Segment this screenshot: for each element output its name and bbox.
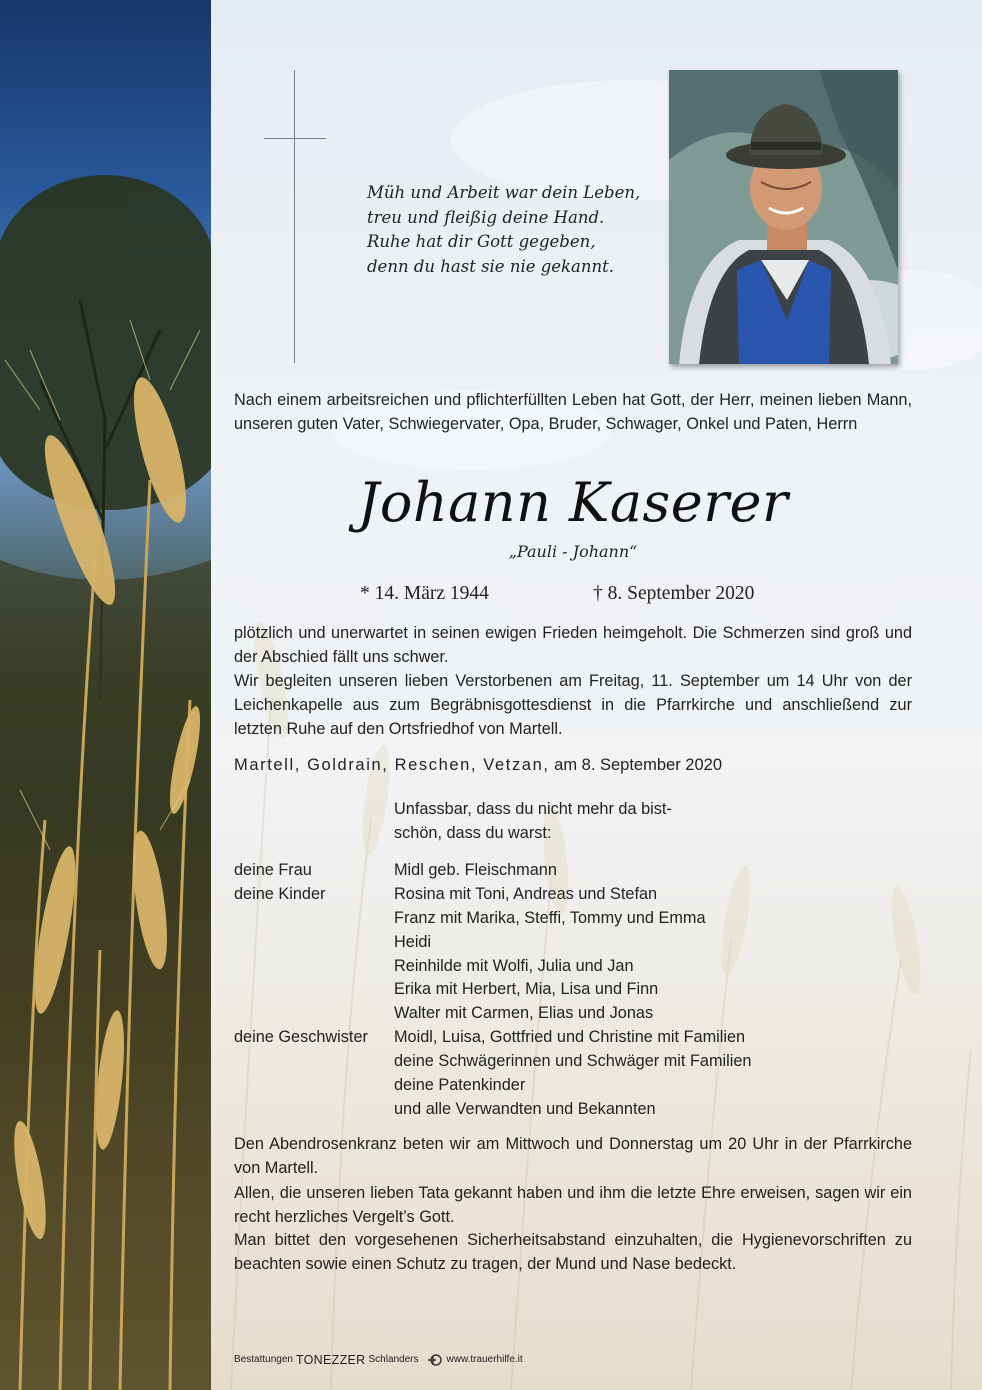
relation-label [234, 907, 394, 931]
relation-label [234, 931, 394, 955]
mourner-row [234, 1098, 912, 1122]
places: Martell, Goldrain, Reschen, Vetzan, [234, 756, 550, 774]
mourner-row [234, 907, 912, 931]
barley-field-image [0, 0, 211, 1390]
death-date: † 8. September 2020 [593, 583, 755, 604]
mourner-row [234, 931, 912, 955]
deceased-name: Johann Kaserer [357, 471, 789, 534]
mourner-names: Midl geb. Fleischmann [394, 861, 557, 879]
mourners-list [234, 859, 912, 1122]
mourner-names: Franz mit Marika, Steffi, Tommy und Emma [394, 908, 706, 927]
cross-icon-vertical [294, 70, 295, 363]
poem-line: Ruhe hat dir Gott gegeben, [367, 232, 596, 251]
quote [394, 797, 672, 845]
mourner-row [234, 1026, 912, 1050]
announcement-date: am 8. September 2020 [554, 756, 722, 774]
relation-label [234, 1050, 394, 1074]
hygiene-notice-text: Man bittet den vorgesehenen Sicherheitsabstand einzuhalten, die Hygienevorschriften zu beachten sowie einen Schutz zu tragen, der Mund und Nase bedeckt. [234, 1231, 912, 1273]
footer-brand: TONEZZER [295, 1353, 366, 1367]
mourner-names: deine Patenkinder [394, 1076, 526, 1095]
portrait-image [669, 70, 898, 364]
place-date-line [234, 753, 722, 777]
poem [367, 181, 647, 279]
thanks-text: Allen, die unseren lieben Tata gekannt haben und ihm die letzte Ehre erweisen, sagen wir ein recht herzliches Vergelt’s Gott. [234, 1184, 912, 1226]
relation-label [234, 1098, 394, 1122]
portrait-photo [669, 70, 898, 364]
relation-label: deine Frau [234, 861, 312, 879]
mourner-row [234, 955, 912, 979]
barley-photo-strip [0, 0, 211, 1390]
intro-text: Nach einem arbeitsreichen und pflichterfüllten Leben hat Gott, der Herr, meinen lieben Mann, unseren guten Vater, Schwiegervater, Opa, Bruder, Schwager, Onkel und Paten, Herrn [234, 391, 912, 433]
announcement-text: plötzlich und unerwartet in seinen ewigen Frieden heimgeholt. Die Schmerzen sind groß und der Abschied fällt uns schwer. [234, 624, 912, 666]
birth-date: * 14. März 1944 [360, 583, 489, 604]
mourner-row [234, 1074, 912, 1098]
poem-line: treu und fleißig deine Hand. [367, 207, 605, 227]
relation-label: deine Geschwister [234, 1028, 368, 1047]
footer [234, 1353, 523, 1367]
mourner-row [234, 1050, 912, 1074]
funeral-details-text: Wir begleiten unseren lieben Verstorbenen am Freitag, 11. September um 14 Uhr von der Leichenkapelle aus zum Begräbnisgottesdienst in die Pfarrkirche und anschließend zur letzten Ruhe auf den Ortsfriedhof von Martell. [234, 672, 912, 738]
mourner-names: Moidl, Luisa, Gottfried und Christine mit Familien [394, 1028, 746, 1047]
mourner-names: Erika mit Herbert, Mia, Lisa und Finn [394, 980, 659, 999]
poem-line: Müh und Arbeit war dein Leben, [367, 183, 641, 202]
relation-label [234, 1002, 394, 1026]
deceased-nickname: „Pauli - Johann“ [508, 542, 638, 561]
footer-website[interactable]: www.trauerhilfe.it [446, 1354, 523, 1365]
footer-prefix: Bestattungen [234, 1354, 293, 1365]
footer-suffix: Schlanders [368, 1354, 419, 1365]
rosary-text: Den Abendrosenkranz beten wir am Mittwoch und Donnerstag um 20 Uhr in der Pfarrkirche von Martell. [234, 1135, 912, 1177]
quote-line: Unfassbar, dass du nicht mehr da bist- [394, 800, 672, 818]
mourner-names: Walter mit Carmen, Elias und Jonas [394, 1004, 654, 1023]
mourner-row [234, 978, 912, 1002]
trauerhilfe-logo-icon [427, 1353, 443, 1367]
quote-line: schön, dass du warst: [394, 824, 552, 842]
mourner-row [234, 859, 912, 883]
mourner-names: und alle Verwandten und Bekannten [394, 1099, 656, 1118]
relation-label: deine Kinder [234, 884, 326, 903]
mourner-row [234, 883, 912, 907]
cross-icon-horizontal [264, 138, 326, 139]
poem-line: denn du hast sie nie gekannt. [367, 256, 615, 276]
relation-label [234, 1074, 394, 1098]
relation-label [234, 978, 394, 1002]
mourner-row [234, 1002, 912, 1026]
relation-label [234, 955, 394, 979]
mourner-names: Rosina mit Toni, Andreas und Stefan [394, 884, 658, 903]
mourner-names: Reinhilde mit Wolfi, Julia und Jan [394, 956, 634, 975]
mourner-names: Heidi [394, 932, 432, 951]
mourner-names: deine Schwägerinnen und Schwäger mit Familien [394, 1052, 752, 1071]
